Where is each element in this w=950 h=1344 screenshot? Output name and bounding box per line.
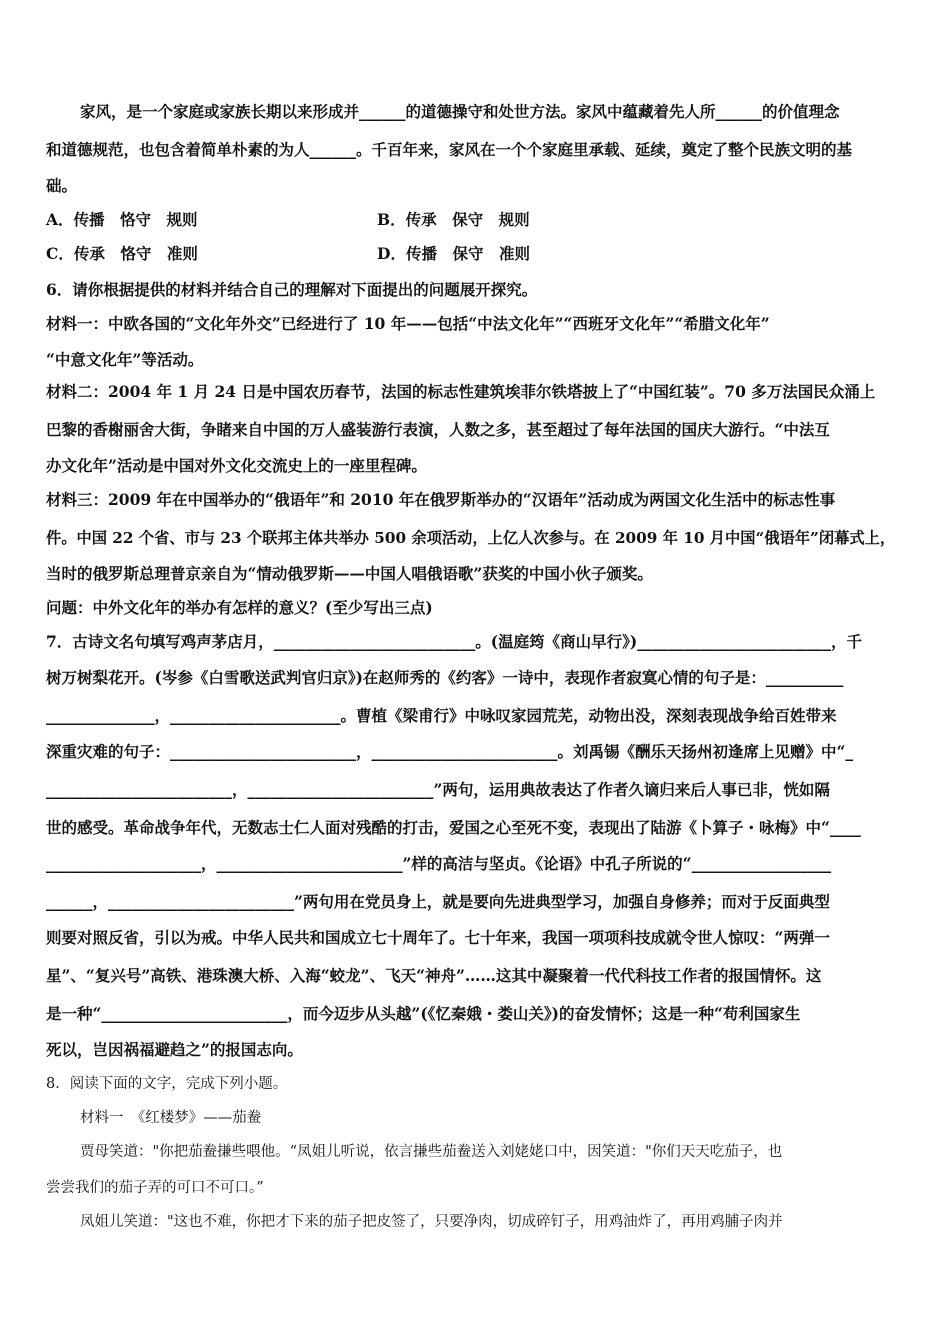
material-line: 办文化年”活动是中国对外文化交流史上的一座里程碑。 — [46, 456, 427, 475]
question-7-line: 世的感受。革命战争年代，无数志士仁人面对残酷的打击，爱国之心至死不变，表现出了陆游《卜算子・咏梅》中“____ — [46, 818, 861, 837]
question-7-line: 则要对照反省，引以为戒。中华人民共和国成立七十周年了。七十年来，我国一项项科技成就令世人惊叹：“两弹一 — [46, 928, 830, 947]
option-d: D．传播 保守 准则 — [377, 244, 530, 263]
material-line: “中意文化年”等活动。 — [46, 350, 204, 369]
question-6-title: 6．请你根据提供的材料并结合自己的理解对下面提出的问题展开探究。 — [46, 280, 538, 299]
question-8-title: 8．阅读下面的文字，完成下列小题。 — [46, 1076, 288, 1092]
passage-line: 家风，是一个家庭或家族长期以来形成并______的道德操守和处世方法。家风中蕴藏着先人所______的价值理念 — [80, 102, 840, 121]
material-line: 件。中国 22 个省、市与 23 个联邦主体共举办 500 余项活动，上亿人次参与。在 2009 年 10 月中国“俄语年”闭幕式上， — [46, 529, 896, 547]
question-7-line: 深重灾难的句子：________________________，________________________。刘禹锡《酬乐天扬州初逢席上见赠》中“_ — [46, 742, 854, 761]
material-subtitle: 材料一 《红楼梦》——茄鲞 — [80, 1110, 262, 1126]
option-b: B．传承 保守 规则 — [377, 210, 530, 229]
question-7-line: 死以，岂因祸福避趋之”的报国志向。 — [46, 1040, 303, 1059]
question-7-line: 树万树梨花开。(岑参《白雪歌送武判官归京》)在赵师秀的《约客》一诗中，表现作者寂寞心情的句子是：__________ — [46, 668, 844, 687]
question-7-line: ______________，______________________。曹植《梁甫行》中咏叹家园荒芜，动物出没，深刻表现战争给百姓带来 — [46, 706, 837, 725]
option-c: C．传承 恪守 准则 — [46, 244, 198, 263]
material-line: 当时的俄罗斯总理普京亲自为“情动俄罗斯——中国人唱俄语歌”获奖的中国小伙子颁奖。 — [46, 564, 653, 583]
passage-line: 础。 — [46, 176, 78, 195]
reading-line: 尝尝我们的茄子弄的可口不可口。” — [46, 1180, 264, 1196]
material-line: 材料一：中欧各国的“文化年外交”已经进行了 10 年——包括“中法文化年”“西班牙文化年”“希腊文化年” — [46, 314, 770, 333]
question-7-line: ____________________，________________________”样的高洁与坚贞。《论语》中孔子所说的“__________________ — [46, 854, 832, 873]
option-a: A．传播 恪守 规则 — [46, 210, 198, 229]
question-7-line: ________________________，________________________”两句，运用典故表达了作者久谪归来后人事已非，恍如隔 — [46, 780, 830, 799]
reading-line: 贾母笑道："你把茄鲞搛些喂他。“凤姐儿听说，依言搛些茄鲞送入刘姥姥口中，因笑道："你们天天吃茄子，也 — [80, 1144, 783, 1160]
question-7-line: 是一种“________________________，而今迈步从头越”(《忆秦娥・娄山关》)的奋发情怀；这是一种“苟利国家生 — [46, 1004, 801, 1023]
material-line: 巴黎的香榭丽舍大街，争睹来自中国的万人盛装游行表演，人数之多，甚至超过了每年法国的国庆大游行。“中法互 — [46, 420, 830, 439]
reading-line: 凤姐儿笑道："这也不难，你把才下来的茄子把皮签了，只要净肉，切成碎钉子，用鸡油炸了，再用鸡脯子肉并 — [80, 1214, 783, 1230]
passage-line: 和道德规范，也包含着简单朴素的为人______。千百年来，家风在一个个家庭里承载、延续，奠定了整个民族文明的基 — [46, 140, 853, 159]
question-6-prompt: 问题：中外文化年的举办有怎样的意义？(至少写出三点) — [46, 598, 433, 617]
material-line: 材料二：2004 年 1 月 24 日是中国农历春节，法国的标志性建筑埃菲尔铁塔披上了“中国红装”。70 多万法国民众涌上 — [46, 382, 876, 401]
question-7-line: ______，________________________”两句用在党员身上，就是要向先进典型学习，加强自身修养；而对于反面典型 — [46, 892, 830, 911]
question-7-line: 7．古诗文名句填写鸡声茅店月，__________________________。(温庭筠《商山早行》)_________________________，千 — [46, 632, 862, 651]
material-line: 材料三：2009 年在中国举办的“俄语年”和 2010 年在俄罗斯举办的“汉语年”活动成为两国文化生活中的标志性事 — [46, 490, 836, 509]
question-7-line: 星”、“复兴号”高铁、港珠澳大桥、入海“蛟龙”、飞天“神舟”……这其中凝聚着一代代科技工作者的报国情怀。这 — [46, 966, 822, 985]
